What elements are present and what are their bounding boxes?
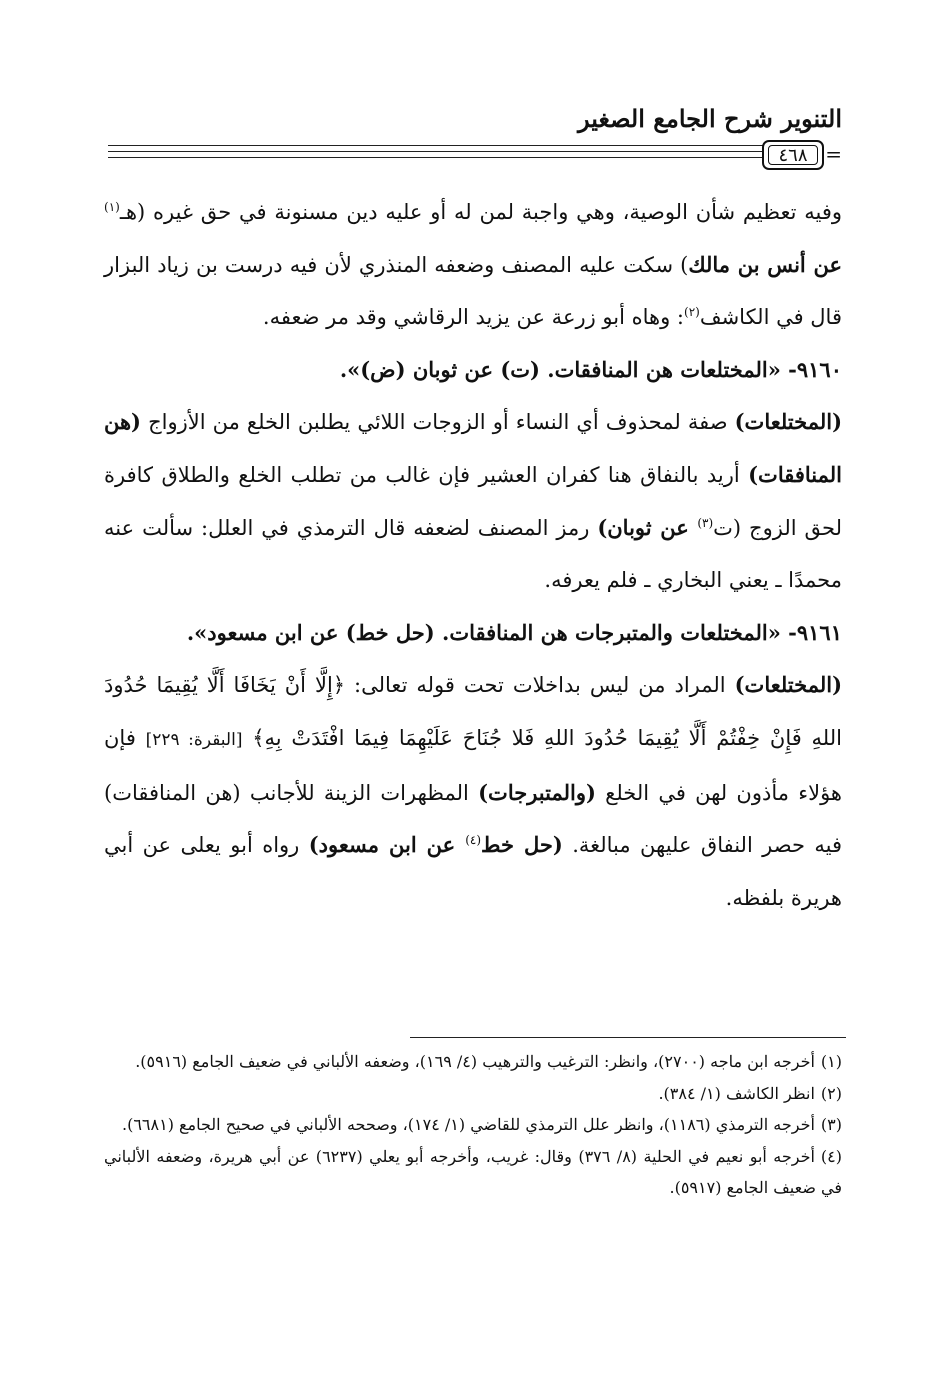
text-run: : وهاه أبو زرعة عن يزيد الرقاشي وقد مر ضعفه. (262, 305, 685, 330)
footnote-number: (٤) (820, 1146, 843, 1166)
text-run: وفيه تعظيم شأن الوصية، وهي واجبة لمن له أو عليه دين مسنونة في حق غيره (هـ (119, 200, 842, 224)
footnote-text: انظر الكاشف (١/ ٣٨٤). (658, 1083, 815, 1103)
hadith-heading: ٩١٦٠- «المختلعات هن المنافقات. (ت) عن ثوبان (ض)». (339, 356, 842, 382)
text-run: ) سكت عليه المصنف وضعفه المنذري لأن فيه درست بن زياد البزار قال في الكاشف (104, 252, 842, 330)
header-rule (108, 145, 766, 146)
footnote-text: أخرجه ابن ماجه (٢٧٠٠)، وانظر: الترغيب والترهيب (٤/ ١٦٩)، وضعفه الألباني في ضعيف الجامع (٥٩١٦). (135, 1052, 815, 1071)
footnote-ref[interactable]: (٢) (684, 305, 700, 320)
footnote-ref[interactable]: (١) (104, 200, 120, 214)
main-text (104, 186, 842, 924)
text-run: رمز المصنف لضعفه قال الترمذي في العلل: سألت عنه محمدًا ـ يعني البخاري ـ فلم يعرفه. (104, 515, 842, 593)
term: (المختلعات) (734, 672, 842, 698)
source-ref: عن ثوبان) (597, 514, 698, 540)
footnote-number: (٣) (820, 1115, 842, 1134)
footnote (104, 1078, 842, 1110)
header-rule (108, 151, 766, 152)
term: (والمتبرجات) (478, 779, 596, 805)
text-run: رواه أبو يعلى عن أبي هريرة بلفظه. (104, 833, 842, 910)
hadith-heading: ٩١٦١- «المختلعات والمتبرجات هن المنافقات. (حل خط) عن ابن مسعود». (186, 619, 842, 645)
footnote-text: أخرجه الترمذي (١١٨٦)، وانظر علل الترمذي للقاضي (١/ ١٧٤)، وصححه الألباني في صحيح الجامع (٦٦٨١). (121, 1115, 815, 1134)
footnotes (104, 1046, 842, 1204)
text-run: أريد بالنفاق هنا كفران العشير فإن غالب من تطلب الخلع والطلاق كافرة لحق الزوج (ت (104, 462, 842, 540)
running-title: التنوير شرح الجامع الصغير (578, 104, 842, 133)
footnote-number: (٢) (820, 1083, 842, 1103)
header-rule (108, 157, 766, 158)
term: (هن المنافقات) (104, 409, 842, 487)
footnote-ref[interactable]: (٣) (697, 515, 714, 530)
source-ref: (حل خط (481, 832, 563, 858)
footnote (104, 1046, 842, 1078)
footnote (104, 1109, 842, 1141)
paragraph (104, 396, 842, 606)
paragraph (104, 186, 842, 344)
paragraph (104, 659, 842, 924)
quran-citation: [البقرة: ٢٢٩] (145, 729, 243, 750)
term: (المختلعات) (734, 409, 842, 435)
footnote-rule (410, 1037, 846, 1038)
page-number: ٤٦٨ (778, 144, 808, 166)
text-run: المظهرات الزينة للأجانب (هن المنافقات) فيه حصر النفاق عليهن مبالغة. (104, 780, 842, 858)
header-dash: = (825, 142, 842, 166)
footnote-number: (١) (820, 1052, 842, 1071)
page-number-badge (762, 140, 824, 170)
text-run: المراد من ليس بداخلات تحت قوله تعالى: ﴿إِلَّا أَنْ يَخَافَا أَلَّا يُقِيمَا حُدُودَ اللهِ فَإِنْ خِفْتُمْ أَلَّا يُقِيمَا حُدُودَ اللهِ فَلا جُنَاحَ عَلَيْهِمَا فِيمَا افْتَدَتْ بِهِ﴾ (104, 673, 842, 750)
text-run: فإن هؤلاء مأذون لهن في الخلع (104, 725, 843, 805)
text-run: صفة لمحذوف أي النساء أو الزوجات اللائي يطلبن الخلع من الأزواج (141, 410, 735, 435)
footnote-ref[interactable]: (٤) (465, 833, 482, 848)
source-ref: عن ابن مسعود) (308, 832, 466, 858)
footnote-text: أخرجه أبو نعيم في الحلية (٨/ ٣٧٦) وقال: غريب، وأخرجه أبو يعلي (٦٢٣٧) عن أبي هريرة، وضعفه الألباني في ضعيف الجامع (٥٩١٧). (104, 1146, 842, 1197)
source-ref: عن أنس بن مالك (688, 251, 842, 277)
footnote (104, 1141, 842, 1204)
